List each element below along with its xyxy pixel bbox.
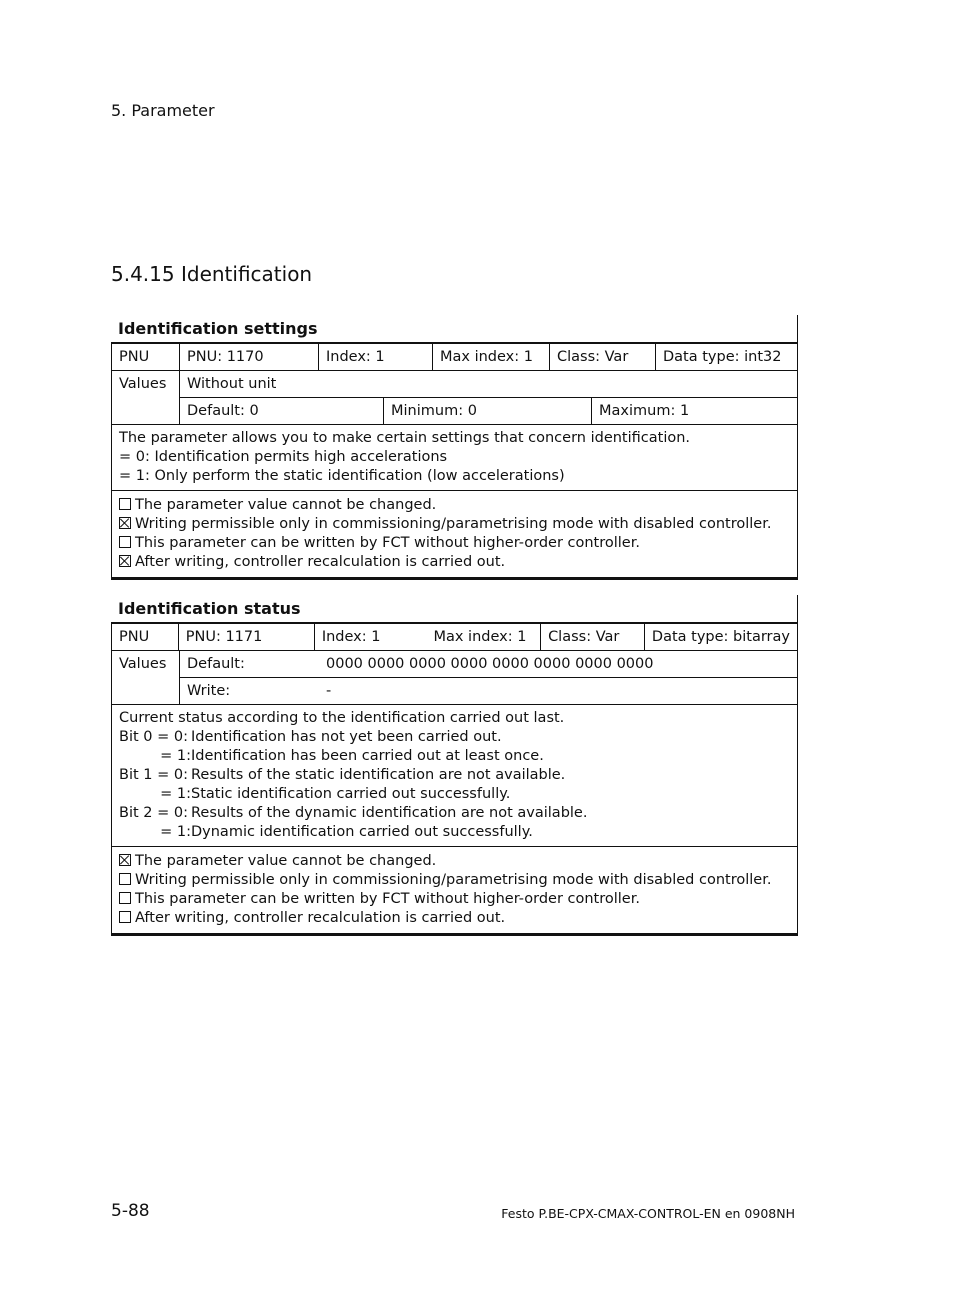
values-row — [112, 651, 797, 705]
class-value: Class: Var — [541, 624, 645, 650]
default-label: Default: — [187, 656, 245, 672]
data-type-value: Data type: int32 — [663, 349, 782, 365]
flag-item: This parameter can be written by FCT without higher-order controller. — [119, 534, 790, 553]
class-value: Class: Var — [550, 344, 656, 370]
bit-line: Bit 1 = 0: Results of the static identification are not available. — [119, 767, 566, 783]
description — [112, 705, 797, 847]
data-type-value: Data type: bitarray — [651, 629, 790, 645]
pnu-row — [112, 344, 797, 371]
flag-item: Writing permissible only in commissioning/parametrising mode with disabled controller. — [119, 871, 790, 890]
flag-item: The parameter value cannot be changed. — [119, 852, 790, 871]
checkbox-icon — [119, 892, 131, 904]
values-label: Values — [112, 651, 180, 704]
page-number: 5-88 — [111, 1201, 150, 1221]
section-title: 5.4.15 Identification — [111, 262, 313, 286]
pnu-value: PNU: 1170 — [180, 344, 319, 370]
identification-settings-table — [111, 315, 798, 580]
table-title: Identification status — [111, 595, 798, 624]
identification-status-table — [111, 595, 798, 936]
flag-item: This parameter can be written by FCT without higher-order controller. — [119, 890, 790, 909]
flag-item: The parameter value cannot be changed. — [119, 496, 790, 515]
max-index-value: Max index: 1 — [426, 624, 541, 650]
flags-list — [112, 491, 797, 580]
bit-line: = 1: Identification has been carried out at least once. — [160, 748, 544, 764]
checkbox-icon — [119, 911, 131, 923]
values-row — [112, 371, 797, 425]
pnu-label: PNU — [112, 344, 180, 370]
index-value: Index: 1 — [321, 629, 381, 645]
unit-value: Without unit — [187, 376, 277, 392]
description-line: The parameter allows you to make certain settings that concern identification. — [119, 430, 691, 446]
bit-line: = 1: Dynamic identification carried out successfully. — [160, 824, 533, 840]
checkbox-icon — [119, 854, 131, 866]
checkbox-icon — [119, 555, 131, 567]
write-label: Write: — [187, 683, 231, 699]
table-title: Identification settings — [111, 315, 798, 344]
bit-line: Bit 0 = 0: Identification has not yet been carried out. — [119, 729, 502, 745]
flag-item: After writing, controller recalculation is carried out. — [119, 909, 790, 928]
pnu-row — [112, 624, 797, 651]
description-line: = 0: Identification permits high accelerations — [119, 449, 448, 465]
checkbox-icon — [119, 498, 131, 510]
checkbox-icon — [119, 873, 131, 885]
pnu-value: PNU: 1171 — [179, 624, 315, 650]
values-label: Values — [112, 371, 180, 424]
write-value: - — [326, 683, 332, 699]
flag-item: After writing, controller recalculation is carried out. — [119, 553, 790, 572]
checkbox-icon — [119, 517, 131, 529]
flags-list — [112, 847, 797, 936]
bit-line: Bit 2 = 0: Results of the dynamic identification are not available. — [119, 805, 588, 821]
chapter-header: 5. Parameter — [111, 101, 215, 120]
default-value: Default: 0 — [180, 398, 384, 424]
minimum-value: Minimum: 0 — [384, 398, 592, 424]
document-id: Festo P.BE-CPX-CMAX-CONTROL-EN en 0908NH — [501, 1206, 795, 1221]
description-intro: Current status according to the identification carried out last. — [119, 710, 565, 726]
maximum-value: Maximum: 1 — [599, 403, 690, 419]
checkbox-icon — [119, 536, 131, 548]
description — [112, 425, 797, 491]
bit-line: = 1: Static identification carried out successfully. — [160, 786, 511, 802]
max-index-value: Max index: 1 — [433, 344, 550, 370]
flag-item: Writing permissible only in commissioning/parametrising mode with disabled controller. — [119, 515, 790, 534]
pnu-label: PNU — [112, 624, 179, 650]
default-value: 0000 0000 0000 0000 0000 0000 0000 0000 — [326, 656, 654, 672]
description-line: = 1: Only perform the static identification (low accelerations) — [119, 468, 565, 484]
index-value: Index: 1 — [319, 344, 433, 370]
